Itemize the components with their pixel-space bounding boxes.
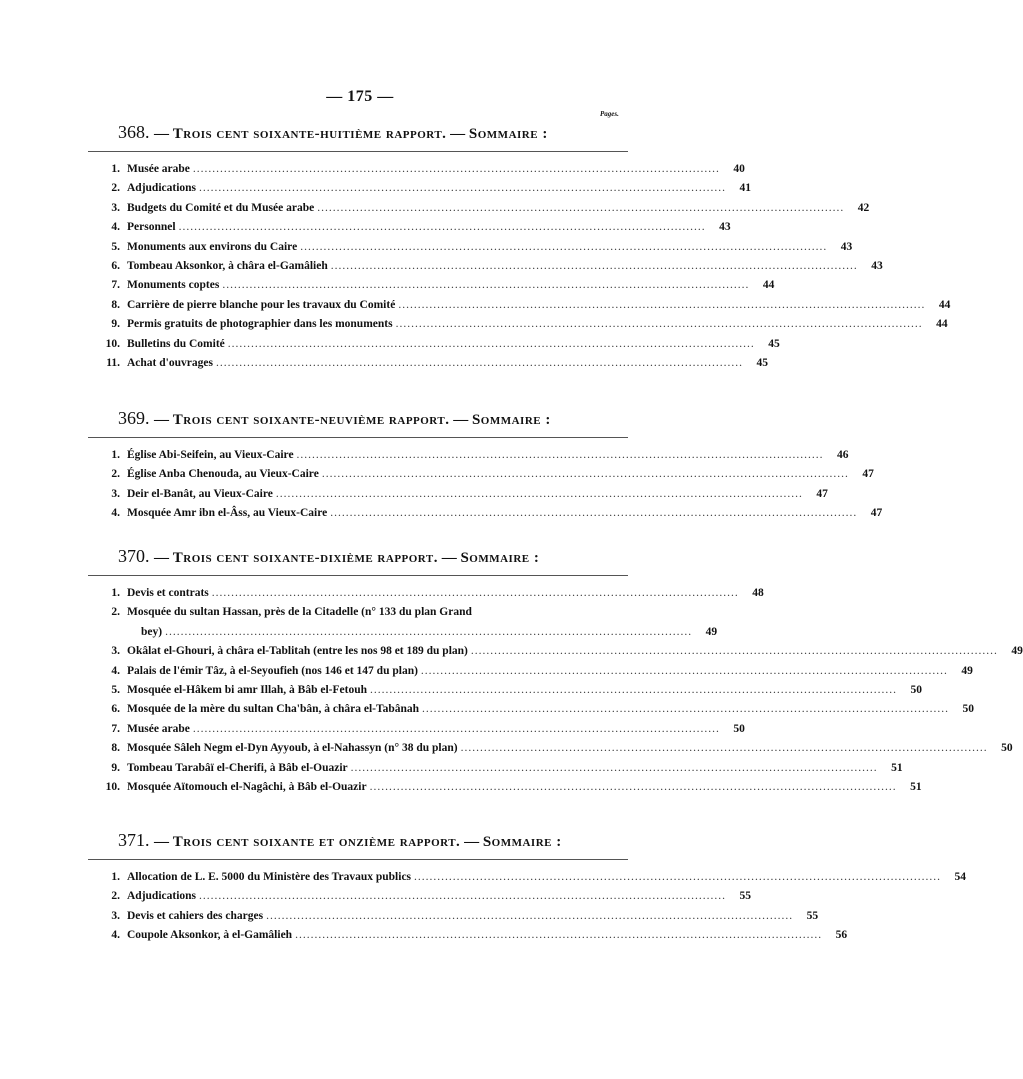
divider xyxy=(88,151,628,152)
leader-dots xyxy=(461,739,988,758)
entry-title: Adjudications xyxy=(127,890,197,903)
toc-entry xyxy=(88,868,967,887)
toc-entry xyxy=(88,354,768,373)
entry-title: Église Anba Chenouda, au Vieux-Caire xyxy=(127,468,319,481)
entry-title: Monuments aux environs du Caire xyxy=(127,240,298,253)
entry-page: 43 xyxy=(719,221,731,234)
toc-entry xyxy=(88,584,764,603)
entry-number: 1. xyxy=(111,163,120,175)
entry-page: 49 xyxy=(705,625,718,638)
report-section xyxy=(88,408,883,524)
entry-page: 48 xyxy=(752,587,764,599)
leader-dots xyxy=(295,926,822,945)
entry-title: Carrière de pierre blanche pour les travaux du Comité xyxy=(127,298,396,311)
entry-number: 2. xyxy=(111,890,120,903)
leader-dots xyxy=(471,642,998,661)
toc-entry-continuation xyxy=(88,623,718,642)
entry-page: 51 xyxy=(910,780,922,793)
divider xyxy=(88,859,628,860)
leader-dots xyxy=(228,335,755,354)
toc-entry xyxy=(88,759,903,778)
entry-title: Budgets du Comité et du Musée arabe xyxy=(127,201,315,214)
toc-entry xyxy=(88,485,828,504)
entry-title: Devis et cahiers des charges xyxy=(127,909,264,922)
leader-dots xyxy=(351,759,878,778)
leader-dots xyxy=(370,681,897,700)
entry-number: 9. xyxy=(111,761,120,774)
report-title: Trois cent soixante et onzième rapport. xyxy=(172,834,461,850)
toc-entry xyxy=(88,662,973,681)
entry-page: 45 xyxy=(768,337,780,350)
leader-dots xyxy=(331,257,858,276)
toc-entry xyxy=(88,315,948,334)
section-heading: 368. — Trois cent soixante-huitième rapport. — Sommaire : xyxy=(118,122,548,142)
entry-page: 50 xyxy=(910,683,923,696)
divider xyxy=(88,575,628,576)
entry-page: 56 xyxy=(835,929,848,942)
leader-dots xyxy=(193,720,720,739)
report-title: Trois cent soixante-neuvième rapport. xyxy=(172,412,450,428)
sommaire-label: Sommaire : xyxy=(468,126,548,142)
report-section xyxy=(88,122,951,373)
leader-dots xyxy=(165,623,692,642)
entry-number: 4. xyxy=(111,929,120,942)
entry-number: 9. xyxy=(111,318,120,331)
leader-dots xyxy=(266,907,793,926)
toc-entry xyxy=(88,335,780,354)
sommaire-label: Sommaire : xyxy=(482,834,562,850)
section-heading: 371. — Trois cent soixante et onzième rapport. — Sommaire : xyxy=(118,830,562,850)
entry-number: 5. xyxy=(111,240,120,253)
report-title: Trois cent soixante-huitième rapport. xyxy=(172,126,447,142)
entry-number: 3. xyxy=(111,201,120,214)
toc-entry xyxy=(88,296,951,315)
entry-page: 49 xyxy=(961,664,973,677)
entry-title: Adjudications xyxy=(127,182,197,195)
section-heading: 369. — Trois cent soixante-neuvième rapport. — Sommaire : xyxy=(118,408,551,428)
entry-number: 11. xyxy=(106,356,120,369)
entry-page: 44 xyxy=(936,318,948,331)
toc-entry xyxy=(88,603,628,622)
toc-entry xyxy=(88,778,922,797)
entry-number: 2. xyxy=(111,182,120,195)
leader-dots xyxy=(414,868,941,887)
leader-dots xyxy=(422,700,949,719)
toc-entry xyxy=(88,465,874,484)
entry-page: 44 xyxy=(938,298,951,311)
sommaire-label: Sommaire : xyxy=(471,412,551,428)
entry-title: Okâlat el-Ghouri, à châra el-Tablitah (entre les nos 98 et 189 du plan) xyxy=(127,645,468,658)
entry-title: Tombeau Tarabâï el-Cherifi, à Bâb el-Ouazir xyxy=(127,761,348,774)
report-section xyxy=(88,830,967,946)
entry-title: Permis gratuits de photographier dans les monuments xyxy=(127,318,393,331)
entry-page: 55 xyxy=(739,890,752,903)
entry-title: Coupole Aksonkor, à el-Gamâlieh xyxy=(127,929,293,942)
entry-page: 47 xyxy=(862,468,874,481)
entry-number: 7. xyxy=(111,279,120,292)
entry-page: 41 xyxy=(739,182,752,195)
toc-entry xyxy=(88,276,775,295)
entry-page: 43 xyxy=(871,259,883,272)
entry-number: 7. xyxy=(111,722,120,735)
entry-title: Musée arabe xyxy=(127,163,190,175)
leader-dots xyxy=(199,179,726,198)
leader-dots xyxy=(179,218,706,237)
entry-number: 5. xyxy=(111,683,120,696)
leader-dots xyxy=(421,662,948,681)
entry-title: Devis et contrats xyxy=(127,587,209,599)
leader-dots xyxy=(317,199,844,218)
toc-entry xyxy=(88,642,1023,661)
entry-page: 55 xyxy=(806,909,819,922)
entry-title: Mosquée Amr ibn el-Âss, au Vieux-Caire xyxy=(127,507,328,520)
entry-page: 46 xyxy=(837,449,849,461)
leader-dots xyxy=(322,465,849,484)
entry-title-continuation: bey) xyxy=(141,625,163,638)
section-heading: 370. — Trois cent soixante-dixième rapport. — Sommaire : xyxy=(118,546,540,566)
pages-column-label: Pages. xyxy=(600,110,619,118)
entry-number: 2. xyxy=(111,606,120,619)
entry-number: 3. xyxy=(111,487,120,500)
leader-dots xyxy=(396,315,923,334)
entry-number: 4. xyxy=(111,507,120,520)
leader-dots xyxy=(276,485,803,504)
entry-number: 1. xyxy=(111,449,120,461)
leader-dots xyxy=(199,887,726,906)
entry-title: Monuments coptes xyxy=(127,279,220,292)
leader-dots xyxy=(222,276,749,295)
toc-entry xyxy=(88,739,1013,758)
leader-dots xyxy=(300,238,827,257)
entry-title: Mosquée de la mère du sultan Cha'bân, à châra el-Tabânah xyxy=(127,703,420,716)
entry-page: 50 xyxy=(733,722,745,735)
toc-entry xyxy=(88,238,853,257)
report-title: Trois cent soixante-dixième rapport. xyxy=(172,550,438,566)
report-number: 370. xyxy=(118,546,154,566)
leader-dots xyxy=(216,354,743,373)
entry-number: 4. xyxy=(111,221,120,234)
entry-title: Palais de l'émir Tâz, à el-Seyoufieh (nos 146 et 147 du plan) xyxy=(127,664,418,677)
entry-number: 10. xyxy=(105,780,120,793)
toc-entry xyxy=(88,907,819,926)
entry-title: Tombeau Aksonkor, à châra el-Gamâlieh xyxy=(127,259,328,272)
entry-page: 45 xyxy=(756,356,768,369)
toc-entry xyxy=(88,179,752,198)
report-section xyxy=(88,546,1023,797)
entry-title: Musée arabe xyxy=(127,722,190,735)
entry-title: Église Abi-Seifein, au Vieux-Caire xyxy=(127,449,294,461)
toc-entry xyxy=(88,218,731,237)
toc-entry xyxy=(88,700,975,719)
entry-title: Mosquée Sâleh Negm el-Dyn Ayyoub, à el-Nahassyn (n° 38 du plan) xyxy=(127,742,458,755)
entry-number: 6. xyxy=(111,259,120,272)
entry-number: 1. xyxy=(111,587,120,599)
entry-title: Personnel xyxy=(127,221,176,234)
page-number: — 175 — xyxy=(326,88,394,105)
report-number: 371. xyxy=(118,830,154,850)
leader-dots xyxy=(297,446,824,465)
entry-page: 50 xyxy=(962,703,975,716)
entry-page: 51 xyxy=(891,761,903,774)
entry-number: 10. xyxy=(105,337,120,350)
toc-entry xyxy=(88,504,883,523)
entry-page: 40 xyxy=(733,163,745,175)
entry-number: 8. xyxy=(111,298,120,311)
entry-number: 4. xyxy=(111,664,120,677)
toc-entry xyxy=(88,887,752,906)
entry-title: Mosquée el-Hâkem bi amr Illah, à Bâb el-Fetouh xyxy=(127,683,368,696)
toc-entry xyxy=(88,681,923,700)
toc-entry xyxy=(88,446,849,465)
entry-number: 8. xyxy=(111,742,120,755)
toc-entry xyxy=(88,199,870,218)
entry-title: Bulletins du Comité xyxy=(127,337,225,350)
entry-title: Allocation de L. E. 5000 du Ministère des Travaux publics xyxy=(127,871,412,883)
divider xyxy=(88,437,628,438)
entry-title: Mosquée du sultan Hassan, près de la Citadelle (n° 133 du plan Grand xyxy=(127,606,472,619)
entry-page: 47 xyxy=(870,507,883,520)
report-number: 369. xyxy=(118,408,154,428)
entry-number: 1. xyxy=(111,871,120,883)
entry-page: 47 xyxy=(816,487,828,500)
entry-page: 49 xyxy=(1011,645,1023,658)
entry-number: 3. xyxy=(111,645,120,658)
entry-number: 2. xyxy=(111,468,120,481)
entry-title: Achat d'ouvrages xyxy=(127,356,213,369)
toc-entry xyxy=(88,257,883,276)
report-number: 368. xyxy=(118,122,154,142)
leader-dots xyxy=(398,296,925,315)
sommaire-label: Sommaire : xyxy=(460,550,540,566)
leader-dots xyxy=(193,160,720,179)
entry-page: 54 xyxy=(954,871,967,883)
entry-title: Mosquée Aïtomouch el-Nagâchi, à Bâb el-Ouazir xyxy=(127,780,367,793)
entry-title: Deir el-Banât, au Vieux-Caire xyxy=(127,487,273,500)
leader-dots xyxy=(330,504,857,523)
toc-entry xyxy=(88,160,745,179)
entry-number: 6. xyxy=(111,703,120,716)
leader-dots xyxy=(370,778,897,797)
entry-number: 3. xyxy=(111,909,120,922)
toc-entry xyxy=(88,926,848,945)
entry-page: 42 xyxy=(857,201,870,214)
toc-entry xyxy=(88,720,745,739)
entry-page: 43 xyxy=(840,240,853,253)
leader-dots xyxy=(212,584,739,603)
entry-page: 44 xyxy=(762,279,775,292)
entry-page: 50 xyxy=(1001,742,1013,755)
